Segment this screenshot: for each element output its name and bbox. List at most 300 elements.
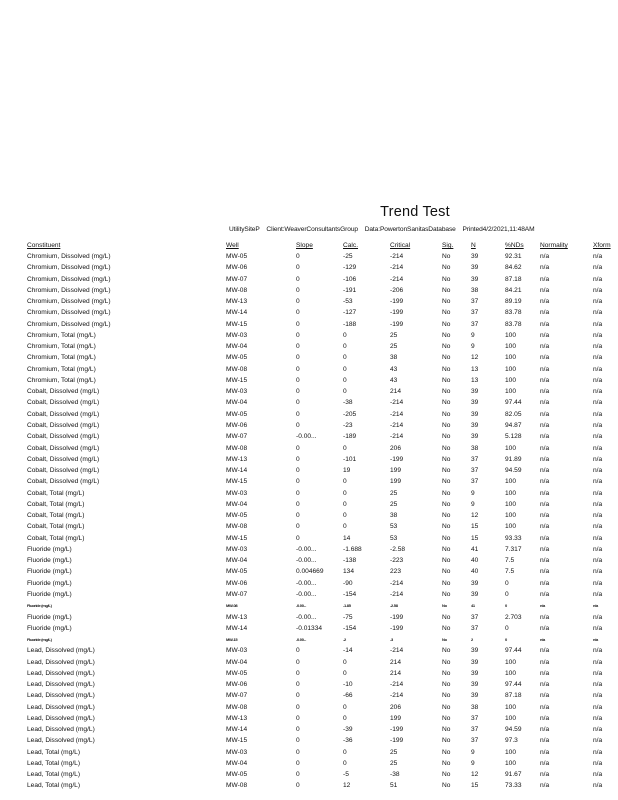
cell-slope: 0: [296, 782, 300, 790]
cell-slope: 0: [296, 421, 300, 429]
cell-critical: -199: [390, 726, 404, 734]
cell-pct-nds: 100: [505, 478, 517, 486]
cell-constituent: Lead, Dissolved (mg/L): [27, 714, 95, 722]
cell-calc: 0: [343, 478, 347, 486]
cell-well: MW-05: [226, 771, 248, 779]
cell-critical: 25: [390, 489, 398, 497]
cell-calc: -191: [343, 286, 357, 294]
cell-xform: n/a: [593, 590, 603, 598]
cell-well: MW-03: [226, 388, 248, 396]
cell-well: MW-08: [226, 703, 248, 711]
cell-critical: 25: [390, 759, 398, 767]
cell-xform: n/a: [593, 534, 603, 542]
cell-sig: No: [442, 512, 451, 520]
cell-n: 37: [471, 737, 479, 745]
cell-slope: 0: [296, 467, 300, 475]
cell-xform: n/a: [593, 637, 598, 643]
cell-pct-nds: 87.18: [505, 275, 522, 283]
cell-sig: No: [442, 603, 447, 609]
cell-normality: n/a: [540, 782, 550, 790]
cell-pct-nds: 82.05: [505, 410, 522, 418]
cell-constituent: Fluoride (mg/L): [27, 603, 52, 609]
table-row: [27, 274, 617, 285]
cell-xform: n/a: [593, 557, 603, 565]
cell-slope: 0: [296, 264, 300, 272]
cell-calc: -205: [343, 410, 357, 418]
cell-xform: n/a: [593, 726, 603, 734]
cell-critical: 206: [390, 703, 402, 711]
cell-n: 37: [471, 455, 479, 463]
cell-n: 37: [471, 624, 479, 632]
cell-n: 41: [471, 545, 479, 553]
cell-well: MW-04: [226, 343, 248, 351]
cell-slope: 0: [296, 275, 300, 283]
cell-xform: n/a: [593, 433, 603, 441]
cell-critical: -214: [390, 681, 404, 689]
cell-slope: 0: [296, 331, 300, 339]
cell-calc: 0: [343, 512, 347, 520]
cell-well: MW-07: [226, 433, 248, 441]
cell-sig: No: [442, 748, 451, 756]
cell-pct-nds: 100: [505, 759, 517, 767]
cell-critical: -3: [390, 637, 393, 643]
cell-constituent: Cobalt, Dissolved (mg/L): [27, 455, 100, 463]
cell-calc: -23: [343, 421, 353, 429]
table-row: [27, 476, 617, 487]
cell-calc: 0: [343, 748, 347, 756]
table-body: [27, 251, 617, 792]
cell-well: MW-13: [226, 298, 248, 306]
cell-pct-nds: 100: [505, 703, 517, 711]
cell-n: 39: [471, 433, 479, 441]
cell-slope: 0: [296, 759, 300, 767]
cell-normality: n/a: [540, 410, 550, 418]
cell-critical: 25: [390, 331, 398, 339]
cell-sig: No: [442, 275, 451, 283]
table-row: [27, 657, 617, 668]
cell-constituent: Chromium, Dissolved (mg/L): [27, 286, 111, 294]
cell-constituent: Cobalt, Dissolved (mg/L): [27, 433, 100, 441]
cell-n: 15: [471, 782, 479, 790]
table-row: [27, 668, 617, 679]
cell-critical: -199: [390, 613, 404, 621]
cell-sig: No: [442, 365, 451, 373]
table-row: [27, 465, 617, 476]
cell-normality: n/a: [540, 726, 550, 734]
cell-n: 39: [471, 579, 479, 587]
cell-calc: 14: [343, 534, 351, 542]
cell-calc: -101: [343, 455, 357, 463]
cell-normality: n/a: [540, 692, 550, 700]
cell-xform: n/a: [593, 365, 603, 373]
table-row: [27, 623, 617, 634]
cell-constituent: Cobalt, Total (mg/L): [27, 512, 85, 520]
cell-critical: -214: [390, 579, 404, 587]
cell-xform: n/a: [593, 309, 603, 317]
cell-sig: No: [442, 455, 451, 463]
cell-xform: n/a: [593, 444, 603, 452]
cell-constituent: Fluoride (mg/L): [27, 545, 72, 553]
cell-normality: n/a: [540, 669, 550, 677]
cell-sig: No: [442, 669, 451, 677]
cell-n: 39: [471, 388, 479, 396]
cell-slope: 0: [296, 298, 300, 306]
cell-xform: n/a: [593, 523, 603, 531]
table-row: [27, 578, 617, 589]
table-row: [27, 679, 617, 690]
cell-sig: No: [442, 388, 451, 396]
cell-n: 39: [471, 692, 479, 700]
cell-slope: 0: [296, 388, 300, 396]
table-row: [27, 747, 617, 758]
cell-slope: 0: [296, 489, 300, 497]
cell-critical: -214: [390, 692, 404, 700]
cell-well: MW-04: [226, 399, 248, 407]
cell-xform: n/a: [593, 331, 603, 339]
cell-n: 9: [471, 500, 475, 508]
cell-calc: 0: [343, 388, 347, 396]
cell-pct-nds: 91.89: [505, 455, 522, 463]
cell-constituent: Cobalt, Dissolved (mg/L): [27, 410, 100, 418]
cell-calc: -154: [343, 590, 357, 598]
cell-calc: 0: [343, 669, 347, 677]
cell-calc: -38: [343, 399, 353, 407]
trend-test-table: [27, 240, 617, 792]
cell-critical: -2.58: [390, 545, 406, 553]
cell-constituent: Fluoride (mg/L): [27, 568, 72, 576]
cell-pct-nds: 89.19: [505, 298, 522, 306]
cell-slope: -0.00...: [296, 603, 307, 609]
cell-n: 39: [471, 681, 479, 689]
cell-xform: n/a: [593, 264, 603, 272]
cell-constituent: Lead, Dissolved (mg/L): [27, 737, 95, 745]
cell-calc: 0: [343, 343, 347, 351]
cell-pct-nds: 0: [505, 624, 509, 632]
table-row: [27, 758, 617, 769]
cell-constituent: Chromium, Dissolved (mg/L): [27, 264, 111, 272]
cell-normality: n/a: [540, 568, 550, 576]
cell-well: MW-15: [226, 637, 238, 643]
cell-critical: 214: [390, 669, 402, 677]
table-row: [27, 769, 617, 780]
cell-normality: n/a: [540, 455, 550, 463]
cell-constituent: Cobalt, Dissolved (mg/L): [27, 467, 100, 475]
cell-n: 37: [471, 726, 479, 734]
cell-slope: 0.004669: [296, 568, 324, 576]
cell-calc: -14: [343, 647, 353, 655]
cell-pct-nds: 93.33: [505, 534, 522, 542]
cell-constituent: Lead, Total (mg/L): [27, 782, 81, 790]
cell-n: 15: [471, 523, 479, 531]
cell-critical: -223: [390, 557, 404, 565]
cell-sig: No: [442, 703, 451, 711]
cell-critical: -38: [390, 771, 400, 779]
cell-sig: No: [442, 613, 451, 621]
cell-pct-nds: 97.44: [505, 399, 522, 407]
cell-well: MW-14: [226, 309, 248, 317]
cell-sig: No: [442, 523, 451, 531]
table-row: [27, 397, 617, 408]
table-row: [27, 431, 617, 442]
cell-slope: -0.00...: [296, 433, 317, 441]
cell-normality: n/a: [540, 579, 550, 587]
cell-calc: 0: [343, 376, 347, 384]
cell-critical: 199: [390, 467, 402, 475]
cell-calc: -75: [343, 613, 353, 621]
cell-constituent: Lead, Dissolved (mg/L): [27, 681, 95, 689]
cell-pct-nds: 2.703: [505, 613, 522, 621]
cell-pct-nds: 0: [505, 603, 507, 609]
cell-normality: n/a: [540, 253, 550, 260]
cell-xform: n/a: [593, 692, 603, 700]
cell-sig: No: [442, 467, 451, 475]
cell-normality: n/a: [540, 534, 550, 542]
cell-normality: n/a: [540, 467, 550, 475]
cell-calc: 0: [343, 703, 347, 711]
cell-constituent: Fluoride (mg/L): [27, 613, 72, 621]
cell-calc: 12: [343, 782, 351, 790]
cell-well: MW-13: [226, 455, 248, 463]
cell-pct-nds: 100: [505, 444, 517, 452]
cell-xform: n/a: [593, 320, 603, 328]
cell-n: 39: [471, 658, 479, 666]
cell-slope: 0: [296, 737, 300, 745]
cell-slope: 0: [296, 703, 300, 711]
cell-n: 39: [471, 253, 479, 260]
cell-critical: 43: [390, 365, 398, 373]
cell-constituent: Lead, Dissolved (mg/L): [27, 703, 95, 711]
cell-normality: n/a: [540, 658, 550, 666]
table-row: [27, 533, 617, 544]
cell-constituent: Lead, Dissolved (mg/L): [27, 658, 95, 666]
cell-slope: 0: [296, 354, 300, 362]
cell-xform: n/a: [593, 399, 603, 407]
cell-calc: -127: [343, 309, 357, 317]
cell-n: 37: [471, 478, 479, 486]
cell-well: MW-04: [226, 658, 248, 666]
cell-pct-nds: 0: [505, 590, 509, 598]
meta-data-source: Data:PowertonSanitasDatabase: [364, 226, 456, 233]
cell-constituent: Cobalt, Total (mg/L): [27, 534, 85, 542]
cell-sig: No: [442, 421, 451, 429]
header-critical: Critical: [390, 242, 411, 249]
cell-pct-nds: 100: [505, 523, 517, 531]
cell-critical: -214: [390, 647, 404, 655]
table-row: [27, 735, 617, 746]
cell-slope: 0: [296, 455, 300, 463]
cell-calc: 0: [343, 444, 347, 452]
cell-pct-nds: 100: [505, 376, 517, 384]
cell-well: MW-08: [226, 365, 248, 373]
cell-normality: n/a: [540, 309, 550, 317]
cell-n: 9: [471, 759, 475, 767]
cell-slope: 0: [296, 523, 300, 531]
cell-n: 37: [471, 309, 479, 317]
cell-normality: n/a: [540, 354, 550, 362]
cell-slope: -0.00...: [296, 613, 317, 621]
cell-well: MW-04: [226, 557, 248, 565]
cell-sig: No: [442, 647, 451, 655]
table-row: [27, 544, 617, 555]
table-row: [27, 702, 617, 713]
cell-xform: n/a: [593, 512, 603, 520]
cell-normality: n/a: [540, 388, 550, 396]
cell-slope: 0: [296, 714, 300, 722]
cell-sig: No: [442, 410, 451, 418]
cell-pct-nds: 100: [505, 512, 517, 520]
cell-pct-nds: 100: [505, 489, 517, 497]
table-row: [27, 566, 617, 577]
cell-sig: No: [442, 478, 451, 486]
cell-n: 13: [471, 365, 479, 373]
cell-slope: 0: [296, 771, 300, 779]
cell-n: 37: [471, 298, 479, 306]
cell-normality: n/a: [540, 637, 545, 643]
cell-slope: 0: [296, 365, 300, 373]
cell-xform: n/a: [593, 253, 603, 260]
cell-well: MW-15: [226, 376, 248, 384]
cell-xform: n/a: [593, 603, 598, 609]
cell-xform: n/a: [593, 467, 603, 475]
cell-n: 2: [471, 637, 473, 643]
cell-calc: -188: [343, 320, 357, 328]
cell-sig: No: [442, 298, 451, 306]
cell-critical: 199: [390, 478, 402, 486]
cell-normality: n/a: [540, 275, 550, 283]
cell-normality: n/a: [540, 759, 550, 767]
cell-well: MW-08: [226, 286, 248, 294]
cell-critical: 214: [390, 658, 402, 666]
cell-slope: 0: [296, 478, 300, 486]
cell-constituent: Lead, Dissolved (mg/L): [27, 647, 95, 655]
cell-calc: 0: [343, 331, 347, 339]
cell-slope: 0: [296, 253, 300, 260]
cell-sig: No: [442, 726, 451, 734]
cell-n: 39: [471, 399, 479, 407]
cell-n: 37: [471, 714, 479, 722]
cell-normality: n/a: [540, 376, 550, 384]
cell-well: MW-06: [226, 264, 248, 272]
table-row: [27, 780, 617, 791]
cell-calc: -106: [343, 275, 357, 283]
cell-slope: 0: [296, 658, 300, 666]
cell-normality: n/a: [540, 590, 550, 598]
cell-calc: -138: [343, 557, 357, 565]
cell-pct-nds: 0: [505, 579, 509, 587]
cell-pct-nds: 97.3: [505, 737, 518, 745]
cell-critical: -214: [390, 421, 404, 429]
cell-calc: -129: [343, 264, 357, 272]
cell-pct-nds: 7.5: [505, 557, 515, 565]
cell-n: 39: [471, 410, 479, 418]
cell-sig: No: [442, 568, 451, 576]
cell-well: MW-03: [226, 748, 248, 756]
table-row: [27, 724, 617, 735]
cell-pct-nds: 100: [505, 365, 517, 373]
table-row: [27, 409, 617, 420]
cell-sig: No: [442, 658, 451, 666]
cell-constituent: Chromium, Dissolved (mg/L): [27, 309, 111, 317]
cell-normality: n/a: [540, 512, 550, 520]
cell-n: 9: [471, 748, 475, 756]
cell-critical: -214: [390, 433, 404, 441]
cell-pct-nds: 83.78: [505, 320, 522, 328]
table-row: [27, 307, 617, 318]
cell-pct-nds: 100: [505, 388, 517, 396]
cell-sig: No: [442, 500, 451, 508]
header-calc: Calc.: [343, 242, 359, 249]
cell-constituent: Chromium, Dissolved (mg/L): [27, 275, 111, 283]
cell-slope: 0: [296, 309, 300, 317]
cell-well: MW-08: [226, 782, 248, 790]
cell-calc: 0: [343, 759, 347, 767]
table-row: [27, 330, 617, 341]
cell-slope: -0.01334: [296, 624, 323, 632]
cell-sig: No: [442, 489, 451, 497]
cell-well: MW-05: [226, 568, 248, 576]
table-row: [27, 645, 617, 656]
cell-well: MW-15: [226, 320, 248, 328]
cell-sig: No: [442, 692, 451, 700]
cell-constituent: Lead, Dissolved (mg/L): [27, 669, 95, 677]
cell-constituent: Cobalt, Total (mg/L): [27, 489, 85, 497]
table-header-row: [27, 240, 617, 251]
cell-critical: -199: [390, 455, 404, 463]
cell-well: MW-03: [226, 647, 248, 655]
cell-sig: No: [442, 557, 451, 565]
table-row: [27, 488, 617, 499]
cell-pct-nds: 94.87: [505, 421, 522, 429]
cell-critical: 206: [390, 444, 402, 452]
cell-constituent: Fluoride (mg/L): [27, 637, 52, 643]
cell-pct-nds: 100: [505, 748, 517, 756]
cell-well: MW-13: [226, 714, 248, 722]
cell-constituent: Cobalt, Dissolved (mg/L): [27, 478, 100, 486]
cell-calc: 0: [343, 500, 347, 508]
cell-critical: -199: [390, 298, 404, 306]
cell-n: 41: [471, 603, 475, 609]
cell-constituent: Chromium, Total (mg/L): [27, 365, 96, 373]
cell-critical: 199: [390, 714, 402, 722]
cell-critical: 53: [390, 523, 398, 531]
cell-calc: -10: [343, 681, 353, 689]
cell-constituent: Cobalt, Dissolved (mg/L): [27, 421, 100, 429]
cell-sig: No: [442, 579, 451, 587]
cell-well: MW-03: [226, 545, 248, 553]
cell-constituent: Cobalt, Dissolved (mg/L): [27, 444, 100, 452]
cell-slope: -0.00...: [296, 590, 317, 598]
cell-xform: n/a: [593, 681, 603, 689]
cell-critical: -206: [390, 286, 404, 294]
cell-normality: n/a: [540, 557, 550, 565]
cell-calc: -66: [343, 692, 353, 700]
cell-xform: n/a: [593, 579, 603, 587]
table-row: [27, 375, 617, 386]
cell-n: 37: [471, 467, 479, 475]
cell-well: MW-13: [226, 613, 248, 621]
cell-normality: n/a: [540, 264, 550, 272]
cell-pct-nds: 87.18: [505, 692, 522, 700]
cell-critical: -214: [390, 275, 404, 283]
cell-slope: 0: [296, 410, 300, 418]
cell-xform: n/a: [593, 275, 603, 283]
cell-sig: No: [442, 782, 451, 790]
table-row: [27, 499, 617, 510]
cell-pct-nds: 100: [505, 354, 517, 362]
cell-constituent: Fluoride (mg/L): [27, 624, 72, 632]
cell-normality: n/a: [540, 343, 550, 351]
cell-well: MW-05: [226, 253, 248, 260]
